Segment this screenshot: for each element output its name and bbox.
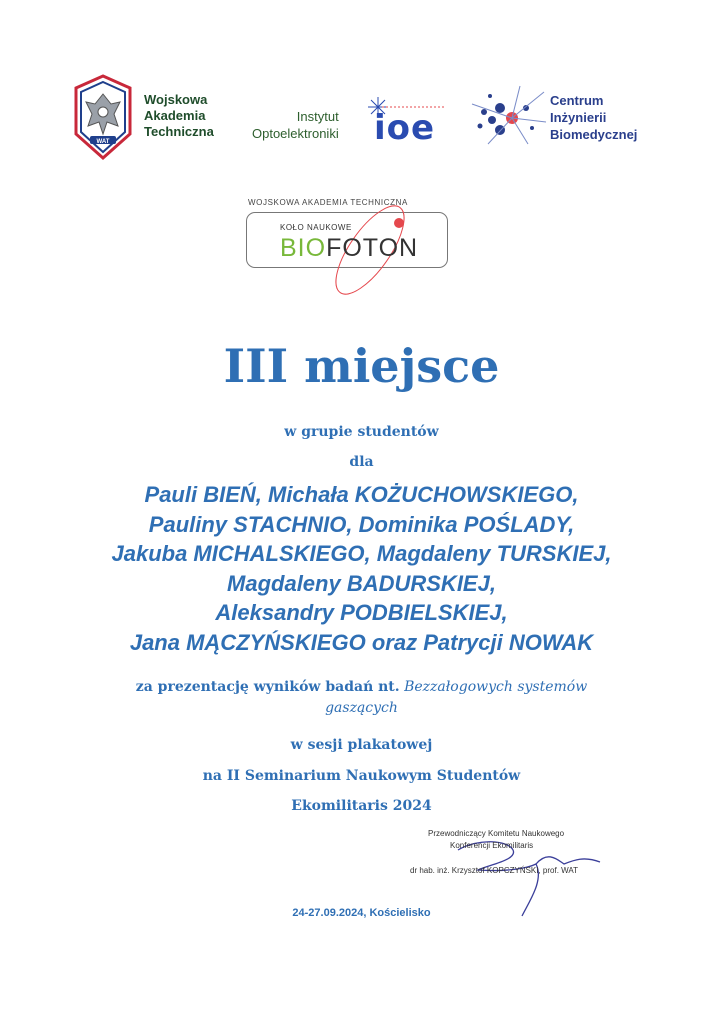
- cib-line2: Inżynierii: [550, 110, 607, 125]
- signatory-title-line2: Konferencji Ekomilitaris: [450, 841, 534, 850]
- reason-topic-2: gaszących: [325, 700, 398, 716]
- award-title: III miejsce: [223, 339, 500, 393]
- date-place: 24-27.09.2024, Kościelisko: [292, 907, 431, 919]
- reason-text: [0, 677, 723, 719]
- wat-emblem-logo: [72, 74, 134, 160]
- biofoton-bio: BIO: [280, 234, 327, 262]
- cib-line3: Biomedycznej: [550, 127, 638, 142]
- session-line: w sesji plakatowej: [290, 737, 433, 753]
- cib-line1: Centrum: [550, 93, 604, 108]
- wat-line3: Techniczna: [144, 124, 214, 139]
- names-line: Pauli BIEŃ, Michała KOŻUCHOWSKIEGO,: [144, 482, 579, 507]
- wat-logo-text: [144, 92, 214, 140]
- ioe-logo-text: [252, 108, 339, 142]
- names-line: Magdaleny BADURSKIEJ,: [227, 570, 496, 596]
- names-line: Jana MĄCZYŃSKIEGO oraz Patrycji NOWAK: [129, 629, 594, 655]
- seminar-line: na II Seminarium Naukowym Studentów: [202, 768, 521, 784]
- names-line: Pauliny STACHNIO, Dominika POŚLADY,: [148, 511, 575, 537]
- cib-molecule-logo: [470, 82, 548, 148]
- signatory-title-line1: Przewodniczący Komitetu Naukowego: [428, 829, 565, 838]
- reason-prefix: za prezentację wyników badań nt.: [135, 679, 400, 695]
- names-line: Aleksandry PODBIELSKIEJ,: [215, 600, 508, 625]
- ioe-line2: Optoelektroniki: [252, 126, 339, 141]
- cib-logo-text: [550, 92, 637, 143]
- recipient-names: [0, 480, 723, 657]
- group-line: w grupie studentów: [284, 424, 439, 440]
- ioe-line1: Instytut: [296, 109, 339, 124]
- event-line: Ekomilitaris 2024: [291, 798, 432, 814]
- for-word: dla: [349, 454, 374, 470]
- ioe-logo-word: ioe: [374, 108, 436, 148]
- biofoton-word: [280, 234, 418, 262]
- biofoton-foton: FOTON: [326, 234, 419, 262]
- biofoton-caption: WOJSKOWA AKADEMIA TECHNICZNA: [248, 198, 408, 207]
- signatory-name: dr hab. inż. Krzysztof KOPCZYŃSKI, prof. WAT: [410, 866, 579, 875]
- names-line: Jakuba MICHALSKIEGO, Magdaleny TURSKIEJ,: [111, 541, 612, 566]
- wat-line1: Wojskowa: [144, 92, 208, 107]
- wat-line2: Akademia: [144, 108, 206, 123]
- reason-topic-1: Bezzałogowych systemów: [404, 679, 588, 695]
- wat-emblem-text: WAT: [96, 139, 110, 145]
- biofoton-small-text: KOŁO NAUKOWE: [280, 223, 352, 232]
